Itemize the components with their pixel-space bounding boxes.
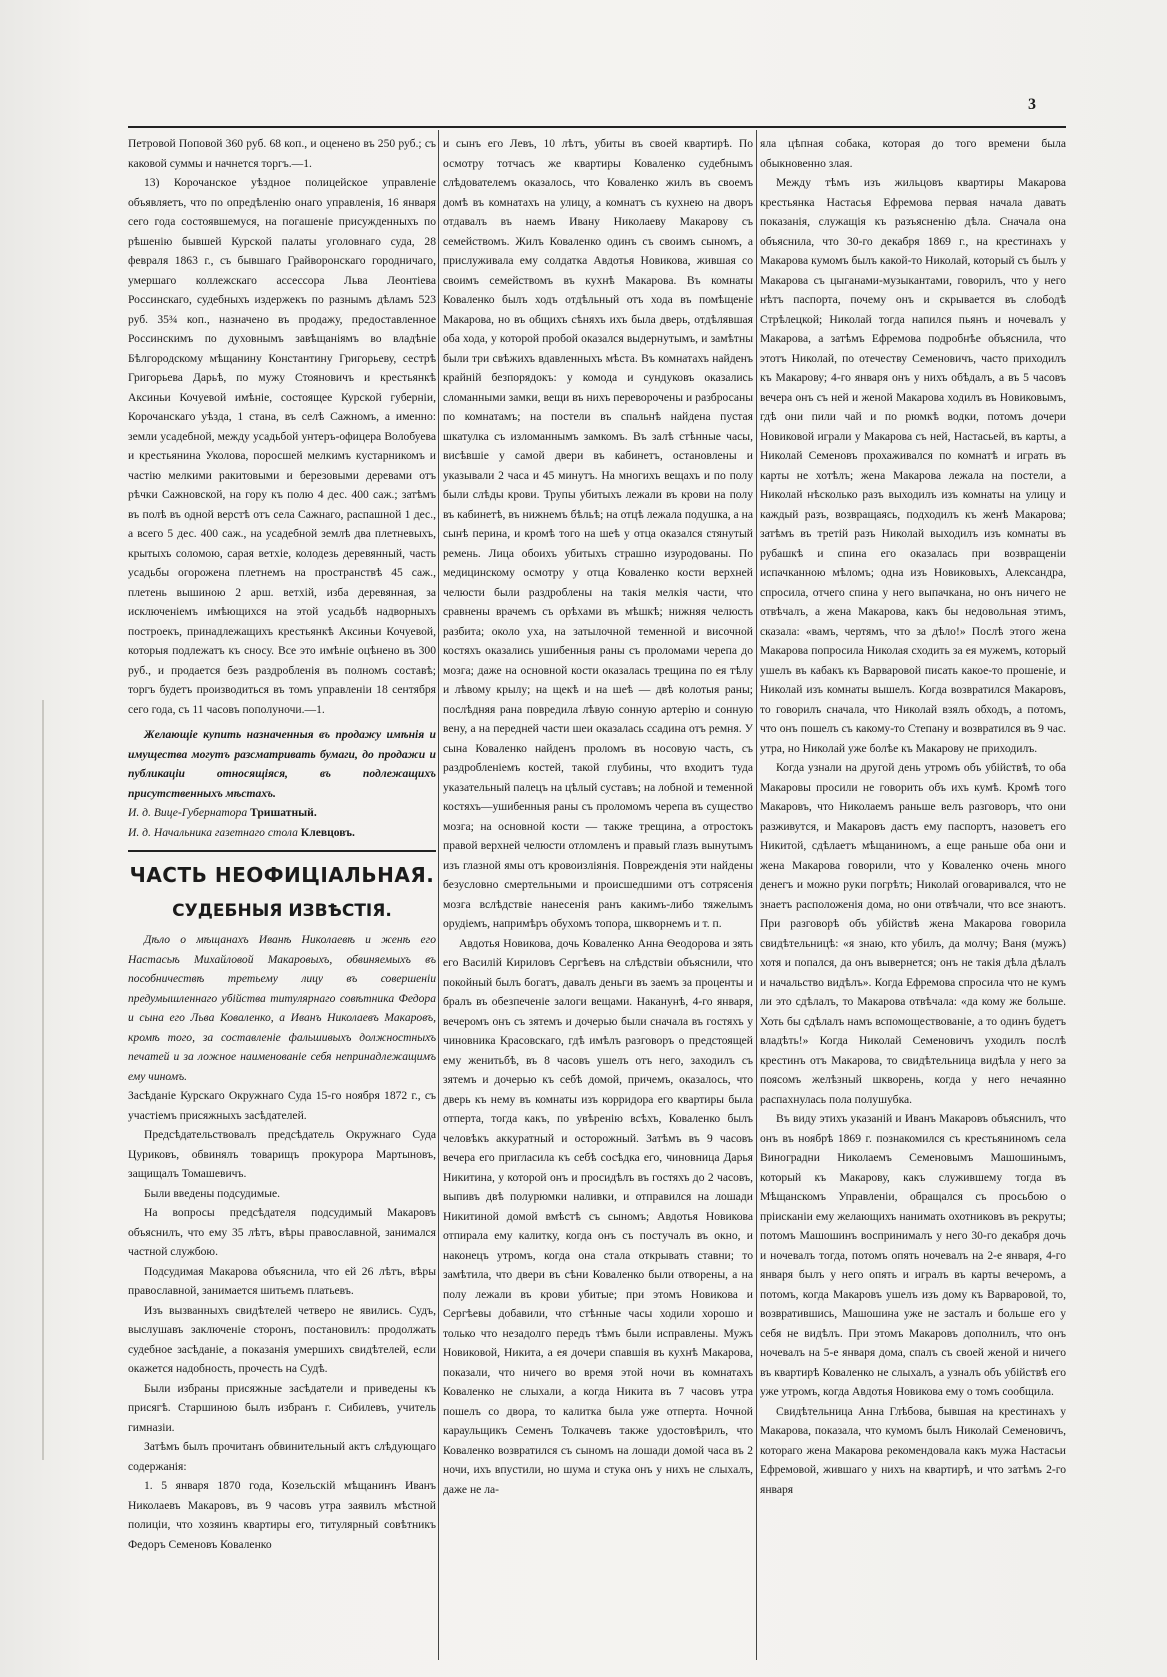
- paragraph: и сынъ его Левъ, 10 лѣтъ, убиты въ своей квартирѣ. По осмотру тотчасъ же квартиры Коваленко судебнымъ слѣдователемъ оказалось, что Коваленко жилъ въ своемъ домѣ въ комнатахъ на улицу, а комнатъ съ кухнею на дворъ отдавалъ въ наемъ Ивану Николаеву Макарову съ семействомъ. Жилъ Коваленко одинъ съ своимъ сыномъ, а прислуживала ему солдатка Авдотья Новикова, жившая со своимъ семействомъ въ кухнѣ Макарова. Въ комнаты Коваленко былъ ходъ отдѣльный отъ хода въ помѣщеніе Макарова, но въ общихъ сѣняхъ ихъ была дверь, отдѣлявшая оба хода, у которой пробой оказался выдернутымъ, и замѣтны были три свѣжихъ вдавленныхъ мѣста. Въ комнатахъ найденъ крайній безпорядокъ: у комода и сундуковъ оказались сломанными замки, вещи въ нихъ переворочены и разбросаны по комнатамъ; на постели въ спальнѣ найдена пустая шкатулка съ изломаннымъ замкомъ. Въ залѣ стѣнные часы, висѣвшіе у самой двери въ кабинетъ, остановлены и указывали 2 часа и 45 минутъ. На многихъ вещахъ и по полу были слѣды крови. Трупы убитыхъ лежали въ крови на полу въ кабинетѣ, въ нижнемъ бѣльѣ; на отцѣ лежала подушка, а на сынѣ перина, и кромѣ того на шеѣ у отца оказался стянутый ремень. Лица обоихъ убитыхъ страшно изуродованы. По медицинскому осмотру у отца Коваленко кости верхней челюсти были раздроблены на такія мелкія части, что сравнены врачемъ съ орѣхами въ мѣшкѣ; нижняя челюсть разбита; около уха, на затылочной теменной и височной костяхъ оказались ушибенныя раны съ проломами черепа до мозга; даже на основной кости оказалась трещина по ея тѣлу и лѣвому крылу; на щекѣ и на шеѣ — двѣ колотыя раны; послѣдняя рана повредила лѣвую сонную артерію и сонную вену, а на передней части шеи оказалась ссадина отъ ремня. У сына Коваленко найденъ проломъ въ носовую часть, съ раздробленіемъ костей, такой глубины, что входитъ туда указательный палецъ на цѣлый суставъ; на лобной и теменной костяхъ—ушибенныя раны съ проломомъ черепа въ существо мозга; на основной кости — также трещина, а отростокъ правой верхней челюсти отломленъ и правый глазъ вынутымъ изъ глазной ямы отъ кровоизліянія. Поврежденія эти найдены безусловно смертельными и происшедшими отъ сотрясенія мозга вслѣдствіе нанесенія ранъ какимъ-либо тяжелымъ орудіемъ, напримѣръ обухомъ топора, шкворнемъ и т. п.: [443, 137, 753, 930]
- paragraph: Авдотья Новикова, дочь Коваленко Анна Ѳеодорова и зять его Василій Кириловъ Сергѣевъ на слѣдствіи объяснили, что покойный былъ богатъ, давалъ деньги въ заемъ за проценты и бралъ въ обезпеченіе залоги вещами. Наканунѣ, 4-го января, вечеромъ онъ съ зятемъ и дочерью были сначала въ гостяхъ у чиновника Красовскаго, гдѣ имѣлъ разговоръ о предстоящей ему женитьбѣ, въ 8 часовъ ушелъ отъ него, заходилъ съ зятемъ и дочерью къ себѣ домой, причемъ, оказалось, что дверь къ нему въ комнаты изъ корридора его квартиры была отперта, тогда какъ, по увѣренію всѣхъ, Коваленко былъ человѣкъ аккуратный и осторожный. Затѣмъ въ 9 часовъ вечера его пригласила къ себѣ сосѣдка его, чиновница Дарья Никитина, у которой онъ и просидѣлъ въ гостяхъ до 2 часовъ, выпивъ двѣ полурюмки наливки, и отправился на лошади Никитиной домой вмѣстѣ съ сыномъ; Авдотья Новикова отпирала ему калитку, когда онъ съ постучалъ въ окно, и наконецъ утромъ, когда она стала открывать ставни; то замѣтила, что двери въ сѣни Коваленко были отворены, а на полу лежали въ крови убитые; при этомъ Новикова и Сергѣевы добавили, что стѣнные часы ходили хорошо и только что незадолго передъ тѣмъ были исправлены. Мужъ Новиковой, Никита, а ея дочери спавшія въ кухнѣ Макарова, показали, что ничего во время этой ночи въ комнатахъ Коваленко не слыхали, а когда Никита въ 7 часовъ утра пошелъ со двора, то калитка была уже отперта. Ночной караульщикъ Семенъ Толкачевъ также удостовѣрилъ, что Коваленко возвратился съ сыномъ на лошади домой часа въ 2 ночи, ихъ впустили, но шума и стука онъ у нихъ не слыхалъ, даже не ла-: [443, 936, 753, 1496]
- page-edge-shadow: [42, 700, 44, 1460]
- column-1: [128, 134, 436, 1669]
- header-rule: [128, 126, 1066, 128]
- section-title: ЧАСТЬ НЕОФИЦІАЛЬНАЯ.: [129, 863, 435, 887]
- subsection-title: СУДЕБНЫЯ ИЗВѢСТІЯ.: [172, 901, 392, 921]
- sale-notice: Желающіе купить назначенныя въ продажу имѣнія и имущества могутъ разсматривать бумаги, до продажи и публикаціи относящіяся, въ подлежащихъ присутственныхъ мѣстахъ.: [128, 728, 436, 800]
- paragraph: Изъ вызванныхъ свидѣтелей четверо не явились. Судъ, выслушавъ заключеніе сторонъ, постановилъ: продолжать судебное засѣданіе, а показанія умершихъ свидѣтелей, если окажется надобность, прочесть на Судѣ.: [128, 1303, 436, 1375]
- paragraph: 13) Корочанское уѣздное полицейское управленіе объявляетъ, что по опредѣленію онаго управленія, 16 января сего года состоявшемуся, на погашеніе присужденныхъ по рѣшенію бывшей Курской палаты уголовнаго суда, 28 февраля 1863 г., съ бывшаго Грайворонскаго городничаго, умершаго коллежскаго ассессора Льва Леонтіева Россинскаго, судебныхъ издержекъ по разнымъ дѣламъ 523 руб. 35¾ коп., назначено въ продажу, предоставленное Россинскимъ по духовнымъ завѣщаніямъ во владѣніе Бѣлгородскому мѣщанину Константину Григорьеву, сестрѣ Григорьева Дарьѣ, по мужу Стояновичъ и крестьянкѣ Аксиньи Кочуевой имѣніе, состоящее Курской губерніи, Корочанскаго уѣзда, 1 стана, въ селѣ Сажномъ, а именно: земли усадебной, между усадьбой унтеръ-офицера Волобуева и крестьянина Уколова, поросшей мелкимъ кустарникомъ и частію мелкими ракитовыми и березовыми деревами отъ рѣчки Сажновской, на гору къ полю 4 дес. 400 саж.; затѣмъ въ полѣ въ одной верстѣ отъ села Сажнаго, распашной 1 дес., а всего 5 дес. 400 саж., на усадебной землѣ два плетневыхъ, крытыхъ соломою, сарая ветхіе, колодезь деревянный, часть усадьбы огорожена плетнемъ на пространствѣ 45 саж., плетень вышиною 2 арш. ветхій, изба деревянная, за исключеніемъ имѣющихся на этой усадьбѣ надворныхъ построекъ, принадлежащихъ крестьянкѣ Аксиньи Кочуевой, которыя подлежатъ къ сносу. Все это имѣніе оцѣнено въ 300 руб., и продается безъ раздробленія въ полномъ составѣ; торгъ будетъ производиться въ томъ управленіи 18 сентября сего года, съ 11 часовъ пополуночи.—1.: [128, 176, 436, 716]
- signature-role: И. д. Начальника газетнаго стола: [128, 825, 298, 839]
- paragraph: Подсудимая Макарова объяснила, что ей 26 лѣтъ, вѣры православной, занимается шитьемъ платьевъ.: [128, 1264, 436, 1297]
- case-title: Дѣло о мѣщанахъ Иванѣ Николаевѣ и женѣ его Настасьѣ Михайловой Макаровыхъ, обвиняемыхъ въ пособничествѣ третьему лицу въ совершеніи предумышленнаго убійства титулярнаго совѣтника Федора и сына его Льва Коваленко, а Иванъ Николаевъ Макаровъ, кромѣ того, за составленіе фальшивыхъ должностныхъ печатей и за ложное наименованіе себя непринадлежащимъ ему чиномъ.: [128, 933, 436, 1083]
- column-divider: [756, 130, 757, 1660]
- page-number: 3: [1028, 96, 1036, 113]
- signature-name: Клевцовъ.: [300, 825, 355, 839]
- paragraph: Когда узнали на другой день утромъ объ убійствѣ, то оба Макаровы просили не говорить объ ихъ кумѣ. Кромѣ того Макаровъ, что Николаемъ раньше велъ разговоръ, что они разживутся, и Макаровъ дастъ ему паспортъ, назоветъ его Никитой, сдѣлаетъ мѣщаниномъ, а еще раньше оба они и жена Макарова говорили, что у Коваленко очень много денегъ и можно руки погрѣть; Николай оговаривался, что не знаетъ расположенія дома, но они отвѣчали, что все знаютъ. При разговорѣ объ убійствѣ жена Макарова говорила свидѣтельницѣ: «я знаю, кто убилъ, да молчу; Ваня (мужъ) хотя и попался, да онъ вывернется; онъ не такія дѣла дѣлалъ и начальство видѣлъ». Когда Ефремова спросила что не кумъ ли это сдѣлалъ, то Макарова отвѣчала: «да кому же больше. Хоть бы сдѣлалъ намъ вспомоществованіе, а то одинъ будетъ владѣть!» Когда Николай Семеновичъ уходилъ послѣ крестинъ отъ Макарова, то свидѣтельница видѣла у него за поясомъ желѣзный шкворень, когда у него нечаянно распахнулась пола полушубка.: [760, 761, 1066, 1106]
- signature-name: Тришатный.: [250, 806, 317, 819]
- session-line: Засѣданіе Курскаго Окружнаго Суда 15-го ноября 1872 г., съ участіемъ присяжныхъ засѣдателей.: [128, 1089, 436, 1122]
- paragraph: яла цѣпная собака, которая до того времени была обыкновенно злая.: [760, 137, 1066, 170]
- column-divider: [438, 130, 439, 1660]
- paragraph: Свидѣтельница Анна Глѣбова, бывшая на крестинахъ у Макарова, показала, что кумомъ былъ Николай Семеновичъ, котораго жена Макарова рекомендовала какъ мужа Настасьи Ефремовой, жившаго у нихъ на квартирѣ, и что затѣмъ 2-го января: [760, 1404, 1066, 1496]
- signature-vice-governor: [128, 803, 436, 823]
- paragraph: Были избраны присяжные засѣдатели и приведены къ присягѣ. Старшиною былъ избранъ г. Сибилевъ, учитель гимназіи.: [128, 1381, 436, 1434]
- paragraph: 1. 5 января 1870 года, Козельскій мѣщанинъ Иванъ Николаевъ Макаровъ, въ 9 часовъ утра заявилъ мѣстной полиціи, что хозяинъ квартиры его, титулярный совѣтникъ Федоръ Семеновъ Коваленко: [128, 1479, 436, 1551]
- paragraph: На вопросы предсѣдателя подсудимый Макаровъ объяснилъ, что ему 35 лѣтъ, вѣры православной, занимался частной службою.: [128, 1206, 436, 1258]
- paragraph: Между тѣмъ изъ жильцовъ квартиры Макарова крестьянка Настасья Ефремова первая начала давать показанія, служащія къ разъясненію дѣла. Сначала она объяснила, что 30-го декабря 1869 г., на крестинахъ у Макарова кумомъ былъ какой-то Николай, который съ былъ у Макарова съ цыганами-музыкантами, говорилъ, что у него нѣтъ паспорта, почему онъ и скрывается въ слободѣ Стрѣлецкой; Николай тогда напился пьянъ и ночевалъ у Макарова, а затѣмъ Ефремова подробнѣе объяснила, что этотъ Николай, по отечеству Семеновичъ, часто приходилъ къ Макарову; 4-го января онъ у нихъ обѣдалъ, а въ 5 часовъ вечера онъ съ ней и женой Макарова ходилъ въ Новиковымъ, гдѣ они пили чай и по рюмкѣ водки, потомъ дочери Новиковой играли у Макарова съ ней, Настасьей, въ карты, а Николай Семеновъ прохаживался по комнатѣ и играть въ карты не хотѣлъ; жена Макарова лежала на постели, а Николай нѣсколько разъ выходилъ изъ комнаты на улицу и каждый разъ, возвращаясь, подходилъ къ женѣ Макарова; затѣмъ въ третій разъ Николай выходилъ изъ комнаты въ рубашкѣ и спина его оказалась при возвращеніи испачканною мѣломъ; одна изъ Новиковыхъ, Александра, спросила, отчего спина у него выпачкана, но онъ ничего не отвѣчалъ, а жена Макарова, какъ бы недовольная этимъ, сказала: «вамъ, чертямъ, что за дѣло!» Послѣ этого жена Макарова попросила Николая сходить за ея мужемъ, который ушелъ въ кабакъ къ Варваровой писать какое-то прошеніе, и Николай изъ комнаты вышелъ. Когда возвратился Макаровъ, то говорилъ сначала, что Николай взялъ обходъ, а потомъ, что онъ пошелъ съ какому-то Степану и возвратился въ 9 час. утра, но Николай уже болѣе къ Макарову не приходилъ.: [760, 176, 1066, 755]
- paragraph: Затѣмъ былъ прочитанъ обвинительный актъ слѣдующаго содержанія:: [128, 1440, 436, 1473]
- column-3: [760, 134, 1066, 1669]
- signature-role: И. д. Вице-Губернатора: [128, 806, 248, 819]
- column-2: [443, 134, 753, 1669]
- paragraph: Предсѣдательствовалъ предсѣдатель Окружнаго Суда Цуриковъ, обвинялъ товарищъ прокурора Мартыновъ, защищалъ Томашевичъ.: [128, 1128, 436, 1180]
- section-separator: [128, 850, 436, 852]
- paragraph: Петровой Поповой 360 руб. 68 коп., и оценено въ 250 руб.; съ каковой суммы и начнется торгъ.—1.: [128, 137, 436, 170]
- paragraph: Въ виду этихъ указаній и Иванъ Макаровъ объяснилъ, что онъ въ ноябрѣ 1869 г. познакомился съ крестьяниномъ села Виноградни Николаемъ Семеновымъ Машошинымъ, который къ Макарову, какъ служившему тогда въ Мѣщанскомъ Управленіи, обращался съ просьбою о пріисканіи ему желающихъ нанимать охотниковъ въ рекруты; потомъ Машошинъ воспринималъ у него 30-го декабря дочь и ночевалъ тогда, потомъ опять ночевалъ на 2-е января, 4-го января былъ у него опять и игралъ въ карты вечеромъ, а потомъ, когда Макаровъ ушелъ изъ дому къ Варваровой, то, возвратившись, Машошина уже не засталъ и больше его у себя не видѣлъ. При этомъ Макаровъ дополнилъ, что онъ ночевалъ на 5-е января дома, спалъ съ своей женой и ничего въ квартирѣ Коваленко не слыхалъ, а узналъ объ убійствѣ его уже утромъ, когда Авдотья Новикова ему о томъ сообщила.: [760, 1112, 1066, 1398]
- signature-desk-head: [128, 823, 436, 843]
- paragraph: Были введены подсудимые.: [144, 1186, 281, 1200]
